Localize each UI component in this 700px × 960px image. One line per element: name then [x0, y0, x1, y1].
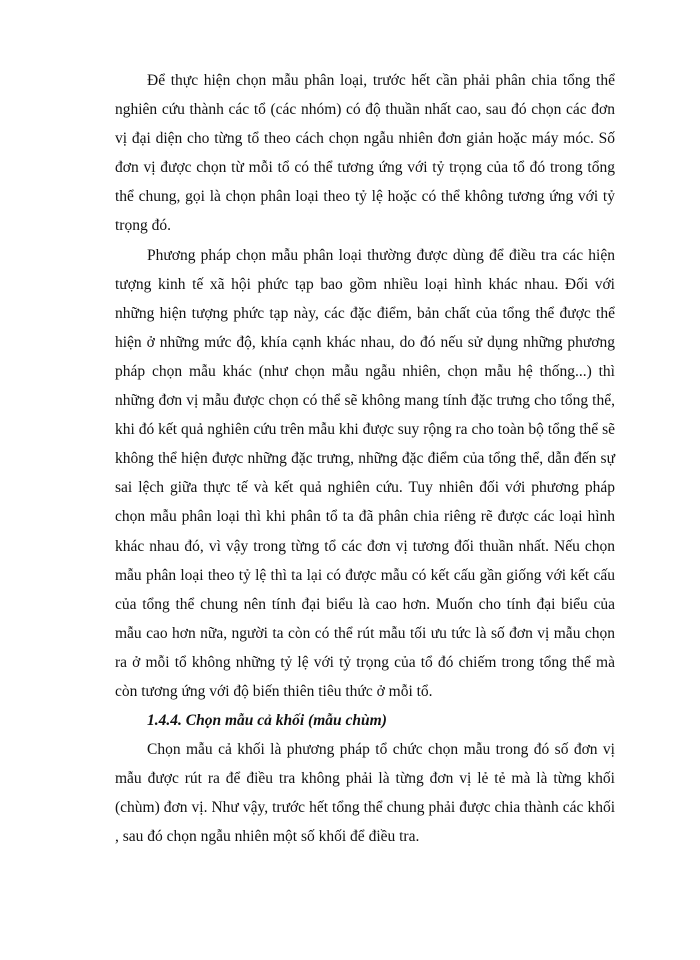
paragraph-cluster-sampling: Chọn mẫu cả khối là phương pháp tổ chức chọn mẫu trong đó số đơn vị mẫu được rút ra để điều tra không phải là từng đơn vị lẻ tẻ mà là từng khối (chùm) đơn vị. Như vậy, trước hết tổng thể chung phải được chia thành các khối , sau đó chọn ngẫu nhiên một số khối để điều tra. — [115, 741, 615, 846]
document-body — [115, 66, 615, 852]
paragraph-stratified-sampling-intro: Để thực hiện chọn mẫu phân loại, trước hết cần phải phân chia tổng thể nghiên cứu thành các tổ (các nhóm) có độ thuần nhất cao, sau đó chọn các đơn vị đại diện cho từng tổ theo cách chọn ngẫu nhiên đơn giản hoặc máy móc. Số đơn vị được chọn từ mỗi tổ có thể tương ứng với tỷ trọng của tổ đó trong tổng thể chung, gọi là chọn phân loại theo tỷ lệ hoặc có thể không tương ứng với tỷ trọng đó. — [115, 72, 615, 235]
paragraph-stratified-sampling-usage: Phương pháp chọn mẫu phân loại thường được dùng để điều tra các hiện tượng kinh tế xã hội phức tạp bao gồm nhiều loại hình khác nhau. Đối với những hiện tượng phức tạp này, các đặc điểm, bản chất của tổng thể được thể hiện ở những mức độ, khía cạnh khác nhau, do đó nếu sử dụng những phương pháp chọn mẫu khác (như chọn mẫu ngẫu nhiên, chọn mẫu hệ thống...) thì những đơn vị mẫu được chọn có thể sẽ không mang tính đặc trưng cho tổng thể, khi đó kết quả nghiên cứu trên mẫu khi được suy rộng ra cho toàn bộ tổng thể sẽ không thể hiện được những đặc trưng, những đặc điểm của tổng thể, dẫn đến sự sai lệch giữa thực tế và kết quả nghiên cứu. Tuy nhiên đối với phương pháp chọn mẫu phân loại thì khi phân tổ ta đã phân chia riêng rẽ được các loại hình khác nhau đó, vì vậy trong từng tổ các đơn vị tương đối thuần nhất. Nếu chọn mẫu phân loại theo tỷ lệ thì ta lại có được mẫu có kết cấu gần giống với kết cấu của tổng thể chung nên tính đại biểu là cao hơn. Muốn cho tính đại biểu của mẫu cao hơn nữa, người ta còn có thể rút mẫu tối ưu tức là số đơn vị mẫu chọn ra ở mỗi tổ không những tỷ lệ với tỷ trọng của tổ đó chiếm trong tổng thể mà còn tương ứng với độ biến thiên tiêu thức ở mỗi tổ. — [115, 246, 615, 700]
section-heading: 1.4.4. Chọn mẫu cả khối (mẫu chùm) — [147, 712, 387, 730]
